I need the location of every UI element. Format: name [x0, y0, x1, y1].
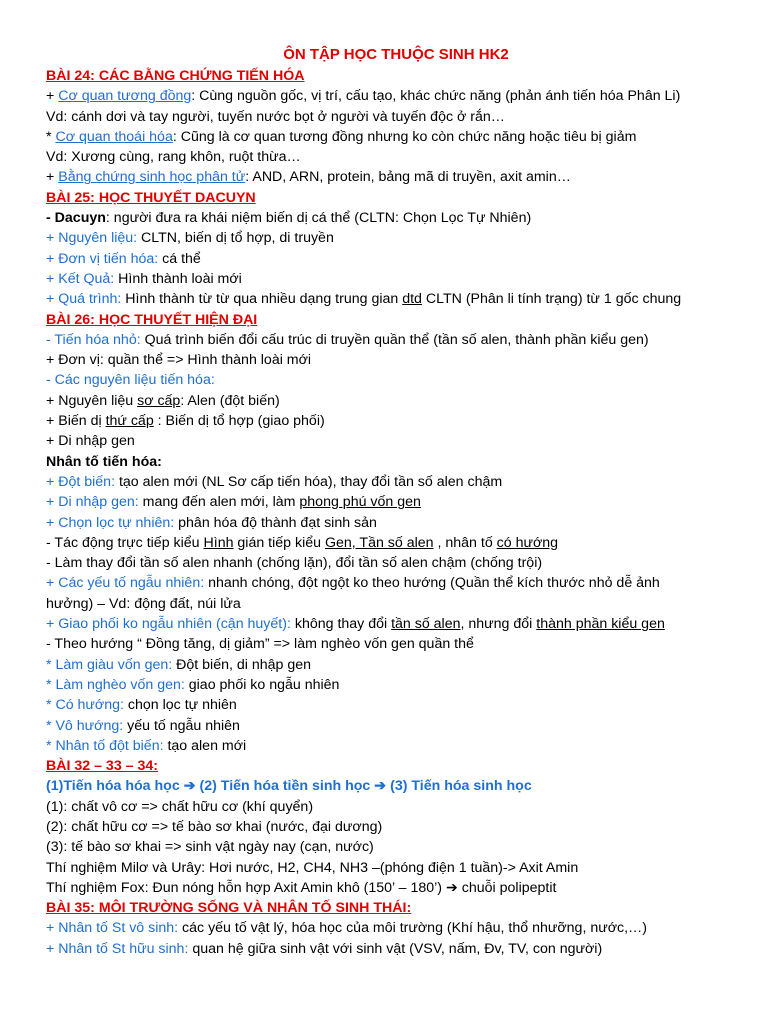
bullet: * [46, 128, 56, 145]
text-line: Vd: cánh dơi và tay người, tuyến nước bọt ở người và tuyến độc ở rắn… [46, 108, 505, 125]
underlined-text: thứ cấp [105, 413, 154, 430]
text-line [46, 167, 746, 187]
line-text: chuỗi polipeptit [457, 879, 557, 896]
text-line: (1): chất vô cơ => chất hữu cơ (khí quyển) [46, 798, 314, 815]
keyword: * Làm nghèo vốn gen: [46, 676, 185, 693]
keyword: Cơ quan thoái hóa [55, 128, 173, 145]
line-text: nhanh chóng, đột ngột ko theo hướng (Quần thể kích thước nhỏ dễ ảnh [204, 575, 660, 592]
keyword: * Làm giàu vốn gen: [46, 656, 173, 673]
text-line [46, 655, 746, 675]
line-text: - Tác động trực tiếp kiểu [46, 534, 204, 551]
text-line [46, 695, 746, 715]
arrow-right-icon: ➔ [374, 778, 387, 795]
line-text: tạo alen mới [163, 737, 247, 754]
line-text: : Biến dị tổ hợp (giao phối) [153, 413, 325, 430]
section-heading-35 [46, 898, 746, 918]
text-line: (2): chất hữu cơ => tế bào sơ khai (nước, đại dương) [46, 818, 383, 835]
heading-text: BÀI 24: CÁC BẰNG CHỨNG TIẾN HÓA [46, 68, 305, 84]
keyword: Cơ quan tương đồng [58, 88, 192, 105]
keyword: Bằng chứng sinh học phân tử [58, 169, 246, 186]
text-line [46, 716, 746, 736]
line-text: tạo alen mới (NL Sơ cấp tiến hóa), thay đổi tần số alen chậm [115, 473, 503, 490]
line-text: mang đến alen mới, làm [138, 494, 300, 511]
text-line [46, 391, 746, 411]
line-text: : Cùng nguồn gốc, vị trí, cấu tạo, khác chức năng (phản ánh tiến hóa Phân Li) [191, 88, 681, 105]
keyword: + Đột biến: [46, 473, 116, 490]
heading-text: BÀI 26: HỌC THUYẾT HIỆN ĐẠI [46, 311, 258, 328]
stage-2: (2) Tiến hóa tiền sinh học [195, 778, 375, 795]
keyword: + Nguyên liệu: [46, 230, 138, 247]
evolution-stages-line [46, 776, 746, 796]
page-title: ÔN TẬP HỌC THUỘC SINH HK2 [283, 46, 509, 63]
underlined-text: sơ cấp [137, 392, 181, 409]
text-line [46, 472, 746, 492]
text-line [46, 269, 746, 289]
keyword: + Đơn vị tiến hóa: [46, 250, 159, 267]
text-line [46, 918, 746, 938]
keyword: + Di nhập gen: [46, 494, 139, 511]
text-line: Vd: Xương cùng, rang khôn, ruột thừa… [46, 149, 301, 166]
line-text: , nhưng đổi [460, 616, 537, 633]
line-text: giao phối ko ngẫu nhiên [184, 676, 340, 693]
text-line: + Di nhập gen [46, 433, 135, 450]
arrow-right-icon: ➔ [445, 879, 458, 896]
line-text: , nhân tố [433, 534, 497, 551]
line-text: Hình thành loài mới [114, 270, 242, 287]
text-line: (3): tế bào sơ khai => sinh vật ngày nay (cạn, nước) [46, 839, 374, 856]
keyword: + Nhân tố St vô sinh: [46, 920, 179, 937]
text-line [46, 675, 746, 695]
line-text: yếu tố ngẫu nhiên [123, 717, 240, 734]
subheading: Nhân tố tiến hóa: [46, 453, 162, 470]
line-text: gián tiếp kiểu [233, 534, 325, 551]
text-line [46, 573, 746, 593]
text-line: - Các nguyên liệu tiến hóa: [46, 372, 215, 389]
line-text: chọn lọc tự nhiên [123, 697, 237, 714]
line-text: không thay đổi [290, 616, 392, 633]
document-page [46, 44, 746, 959]
line-text: : Cũng là cơ quan tương đồng nhưng ko còn chức năng hoặc tiêu bị giảm [172, 128, 637, 145]
section-heading-26 [46, 310, 746, 330]
bullet: + [46, 88, 59, 105]
heading-text: BÀI 25: HỌC THUYẾT DACUYN [46, 189, 256, 206]
text-line: hưởng) – Vd: động đất, núi lửa [46, 595, 241, 612]
keyword: + Chọn lọc tự nhiên: [46, 514, 175, 531]
bullet: + [46, 169, 59, 186]
text-line [46, 249, 746, 269]
stage-1: (1)Tiến hóa hóa học [46, 778, 184, 795]
line-text: phân hóa độ thành đạt sinh sản [174, 514, 377, 531]
text-line: + Đơn vị: quần thể => Hình thành loài mới [46, 352, 312, 369]
text-line [46, 208, 746, 228]
keyword: * Có hướng: [46, 697, 124, 714]
keyword: * Vô hướng: [46, 717, 124, 734]
line-text: Đột biến, di nhập gen [172, 656, 312, 673]
line-text: + Nguyên liệu [46, 392, 138, 409]
keyword: + Nhân tố St hữu sinh: [46, 940, 189, 957]
section-heading-25 [46, 188, 746, 208]
heading-text: BÀI 35: MÔI TRƯỜNG SỐNG VÀ NHÂN TỐ SINH THÁI: [46, 900, 412, 917]
line-text: Thí nghiệm Fox: Đun nóng hỗn hợp Axit Amin khô (150’ – 180’) [46, 879, 446, 896]
line-text: các yếu tố vật lý, hóa học của môi trường (Khí hậu, thổ nhưỡng, nước,…) [178, 920, 647, 937]
underlined-text: Hình [203, 534, 234, 551]
heading-text: BÀI 32 – 33 – 34: [46, 758, 158, 775]
line-text: : AND, ARN, protein, bảng mã di truyền, axit amin… [245, 169, 571, 186]
underlined-text: có hướng [496, 534, 559, 551]
line-text: : người đưa ra khái niệm biến dị cá thể (CLTN: Chọn Lọc Tự Nhiên) [105, 210, 532, 227]
section-heading-24 [46, 66, 746, 86]
keyword: * Nhân tố đột biến: [46, 737, 164, 754]
text-line [46, 411, 746, 431]
text-line [46, 939, 746, 959]
underlined-text: dtd [402, 291, 422, 308]
line-text: : Alen (đột biến) [180, 392, 280, 409]
keyword: - Tiến hóa nhỏ: [46, 331, 141, 348]
line-text: quan hệ giữa sinh vật với sinh vật (VSV, nấm, Đv, TV, con người) [188, 940, 603, 957]
text-line [46, 86, 746, 106]
text-line [46, 289, 746, 309]
section-heading-32-34 [46, 756, 746, 776]
text-line [46, 492, 746, 512]
keyword: + Giao phối ko ngẫu nhiên (cận huyết): [46, 616, 291, 633]
text-line [46, 330, 746, 350]
underlined-text: thành phần kiểu gen [536, 616, 665, 633]
text-line [46, 513, 746, 533]
line-text: CLTN (Phân li tính trạng) từ 1 gốc chung [421, 291, 682, 308]
line-text: Quá trình biến đổi cấu trúc di truyền quần thể (tần số alen, thành phần kiểu gen) [140, 331, 649, 348]
line-text: Hình thành từ từ qua nhiều dạng trung gian [121, 291, 403, 308]
line-text: cá thể [158, 250, 201, 267]
text-line: Thí nghiệm Milơ và Urây: Hơi nước, H2, CH4, NH3 –(phóng điện 1 tuần)-> Axit Amin [46, 859, 579, 876]
text-line: - Theo hướng “ Đồng tăng, dị giảm” => làm nghèo vốn gen quần thể [46, 636, 474, 653]
keyword: + Kết Quả: [46, 270, 115, 287]
underlined-text: phong phú vốn gen [299, 494, 421, 511]
arrow-right-icon: ➔ [183, 778, 196, 795]
line-text: + Biến dị [46, 413, 106, 430]
keyword: + Các yếu tố ngẫu nhiên: [46, 575, 205, 592]
text-line [46, 878, 746, 898]
text-line: - Làm thay đổi tần số alen nhanh (chống lặn), đổi tần số alen chậm (chống trội) [46, 555, 543, 572]
keyword: - Dacuyn [46, 210, 106, 227]
text-line [46, 127, 746, 147]
underlined-text: tần số alen [391, 616, 461, 633]
underlined-text: Gen, Tần số alen [324, 534, 434, 551]
stage-3: (3) Tiến hóa sinh học [386, 778, 532, 795]
text-line [46, 228, 746, 248]
text-line [46, 533, 746, 553]
text-line [46, 736, 746, 756]
keyword: + Quá trình: [46, 291, 122, 308]
text-line [46, 614, 746, 634]
line-text: CLTN, biến dị tổ hợp, di truyền [137, 230, 334, 247]
